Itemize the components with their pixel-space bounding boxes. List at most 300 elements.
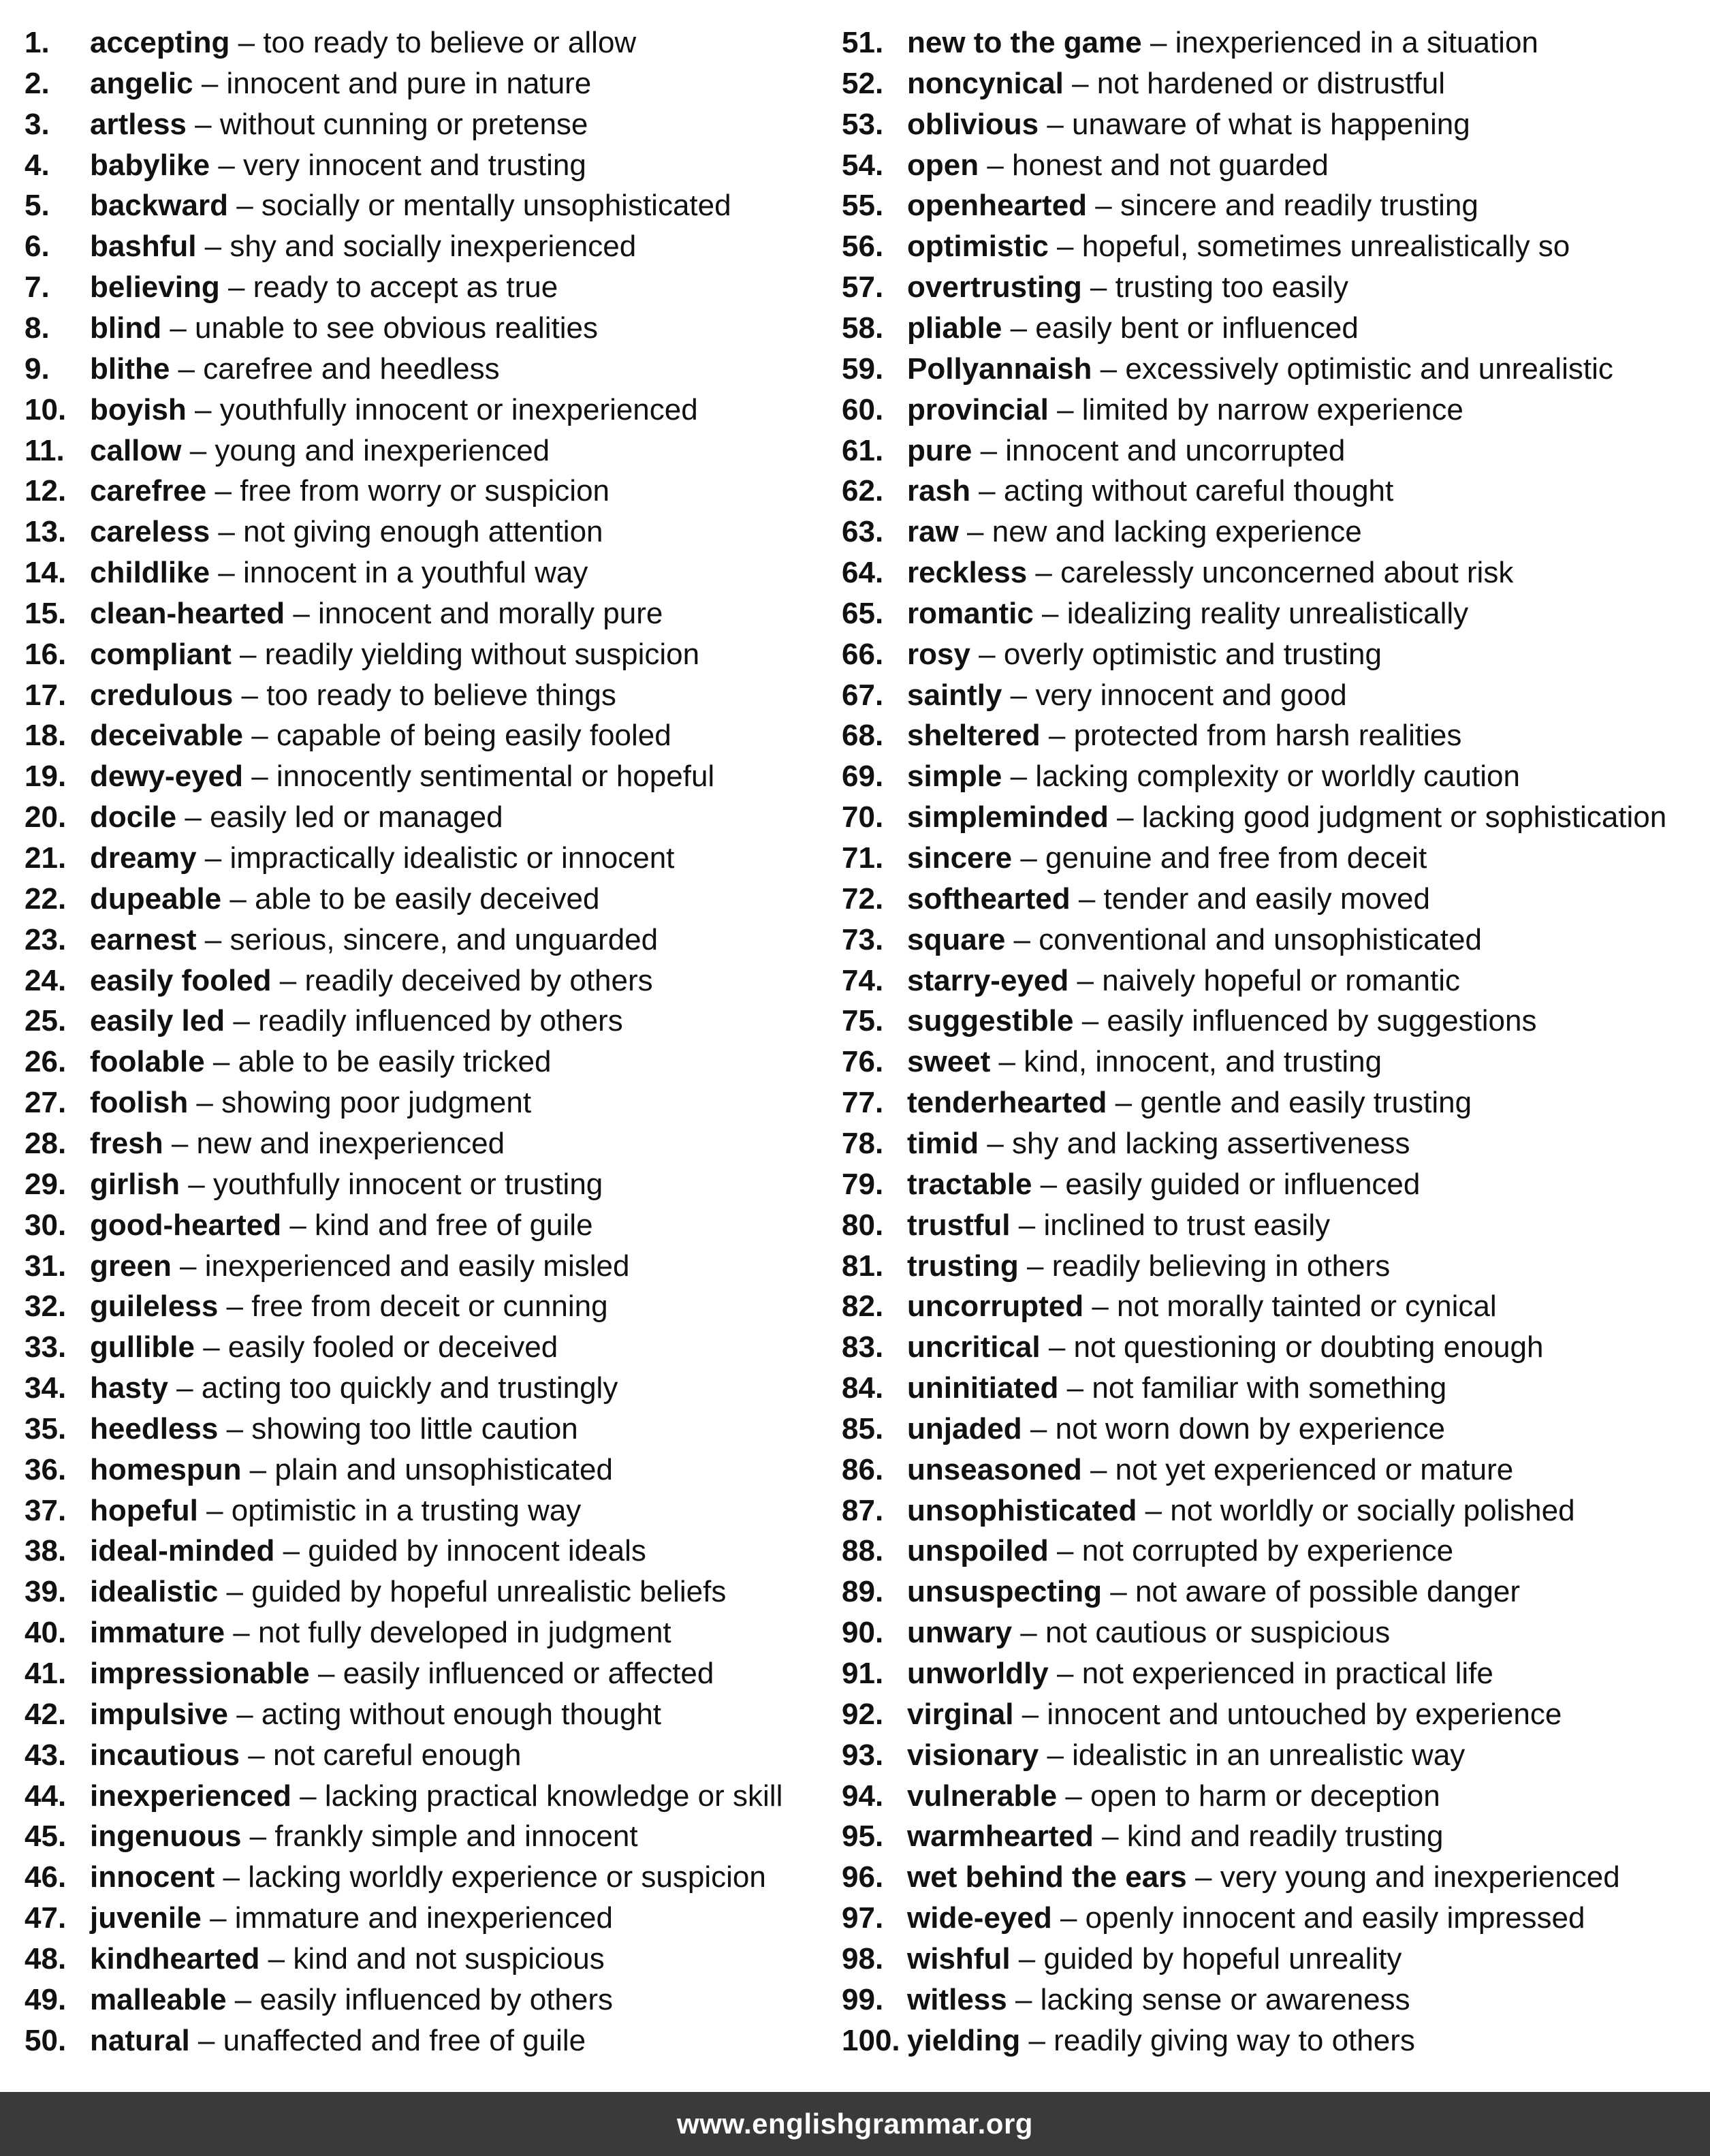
item-term: unjaded bbox=[907, 1412, 1022, 1446]
item-definition: innocent and untouched by experience bbox=[1047, 1698, 1562, 1731]
item-text: good-hearted – kind and free of guile bbox=[90, 1208, 593, 1242]
item-text: pliable – easily bent or influenced bbox=[907, 311, 1359, 345]
item-term: uncritical bbox=[907, 1330, 1041, 1364]
item-number: 77. bbox=[842, 1086, 884, 1119]
item-text: sincere – genuine and free from deceit bbox=[907, 841, 1427, 875]
item-definition: very innocent and trusting bbox=[243, 149, 586, 182]
item-term: timid bbox=[907, 1127, 979, 1160]
item-text: unjaded – not worn down by experience bbox=[907, 1412, 1445, 1446]
item-number: 19. bbox=[25, 760, 67, 793]
item-text: blind – unable to see obvious realities bbox=[90, 311, 598, 345]
item-number: 65. bbox=[842, 597, 884, 630]
item-definition: not morally tainted or cynical bbox=[1117, 1290, 1497, 1323]
item-definition: guided by hopeful unrealistic beliefs bbox=[251, 1575, 727, 1608]
item-term: vulnerable bbox=[907, 1779, 1058, 1813]
item-definition: kind, innocent, and trusting bbox=[1024, 1045, 1382, 1078]
item-number: 42. bbox=[25, 1698, 67, 1731]
item-definition: easily guided or influenced bbox=[1065, 1168, 1421, 1201]
item-definition: without cunning or pretense bbox=[219, 108, 588, 141]
item-definition: not worldly or socially polished bbox=[1170, 1494, 1575, 1527]
item-text: virginal – innocent and untouched by experience bbox=[907, 1698, 1562, 1731]
item-term: docile bbox=[90, 800, 177, 834]
item-text: trustful – inclined to trust easily bbox=[907, 1208, 1331, 1242]
item-text: noncynical – not hardened or distrustful bbox=[907, 67, 1445, 100]
item-term: oblivious bbox=[907, 108, 1039, 141]
item-text: rash – acting without careful thought bbox=[907, 474, 1394, 507]
item-text: innocent – lacking worldly experience or suspicion bbox=[90, 1860, 766, 1894]
item-term: unsophisticated bbox=[907, 1494, 1137, 1527]
item-term: unwary bbox=[907, 1616, 1013, 1649]
item-definition: very innocent and good bbox=[1035, 678, 1347, 712]
item-number: 73. bbox=[842, 923, 884, 956]
item-number: 24. bbox=[25, 964, 67, 997]
item-term: good-hearted bbox=[90, 1208, 282, 1242]
item-text: inexperienced – lacking practical knowledge or skill bbox=[90, 1779, 783, 1813]
item-text: natural – unaffected and free of guile bbox=[90, 2024, 586, 2057]
item-definition: easily influenced or affected bbox=[343, 1657, 714, 1690]
item-text: fresh – new and inexperienced bbox=[90, 1127, 505, 1160]
item-number: 96. bbox=[842, 1860, 884, 1894]
item-text: deceivable – capable of being easily fooled bbox=[90, 719, 671, 752]
item-term: wide-eyed bbox=[907, 1901, 1052, 1935]
item-text: dupeable – able to be easily deceived bbox=[90, 882, 600, 916]
item-number: 72. bbox=[842, 882, 884, 916]
item-definition: kind and free of guile bbox=[315, 1208, 593, 1242]
item-definition: acting without careful thought bbox=[1003, 474, 1394, 507]
item-term: trusting bbox=[907, 1249, 1019, 1283]
item-term: dupeable bbox=[90, 882, 222, 916]
item-text: rosy – overly optimistic and trusting bbox=[907, 638, 1382, 671]
item-term: uncorrupted bbox=[907, 1290, 1084, 1323]
item-number: 39. bbox=[25, 1575, 67, 1608]
item-term: visionary bbox=[907, 1738, 1039, 1772]
item-text: foolish – showing poor judgment bbox=[90, 1086, 532, 1119]
item-term: green bbox=[90, 1249, 172, 1283]
item-definition: not aware of possible danger bbox=[1135, 1575, 1520, 1608]
item-text: carefree – free from worry or suspicion bbox=[90, 474, 610, 507]
item-definition: idealizing reality unrealistically bbox=[1066, 597, 1469, 630]
item-definition: hopeful, sometimes unrealistically so bbox=[1081, 230, 1570, 263]
item-definition: carefree and heedless bbox=[203, 352, 500, 386]
item-number: 28. bbox=[25, 1127, 67, 1160]
item-definition: showing poor judgment bbox=[221, 1086, 532, 1119]
item-text: timid – shy and lacking assertiveness bbox=[907, 1127, 1410, 1160]
item-term: angelic bbox=[90, 67, 193, 100]
item-text: provincial – limited by narrow experience bbox=[907, 393, 1463, 426]
item-number: 63. bbox=[842, 515, 884, 548]
item-text: tractable – easily guided or influenced bbox=[907, 1168, 1421, 1201]
item-definition: not hardened or distrustful bbox=[1096, 67, 1445, 100]
item-definition: inexperienced and easily misled bbox=[204, 1249, 630, 1283]
item-definition: socially or mentally unsophisticated bbox=[261, 189, 731, 222]
item-term: optimistic bbox=[907, 230, 1049, 263]
item-number: 95. bbox=[842, 1819, 884, 1853]
item-definition: very young and inexperienced bbox=[1220, 1860, 1620, 1894]
item-number: 18. bbox=[25, 719, 67, 752]
item-text: sweet – kind, innocent, and trusting bbox=[907, 1045, 1382, 1078]
item-term: careless bbox=[90, 515, 210, 548]
item-term: tenderhearted bbox=[907, 1086, 1107, 1119]
item-term: foolable bbox=[90, 1045, 205, 1078]
item-text: babylike – very innocent and trusting bbox=[90, 149, 586, 182]
item-text: wet behind the ears – very young and inexperienced bbox=[907, 1860, 1620, 1894]
item-number: 11. bbox=[25, 434, 65, 467]
item-number: 62. bbox=[842, 474, 884, 507]
item-term: dreamy bbox=[90, 841, 197, 875]
item-text: dewy-eyed – innocently sentimental or hopeful bbox=[90, 760, 715, 793]
item-term: foolish bbox=[90, 1086, 189, 1119]
item-number: 5. bbox=[25, 189, 50, 222]
item-number: 27. bbox=[25, 1086, 67, 1119]
item-definition: not giving enough attention bbox=[243, 515, 603, 548]
item-text: optimistic – hopeful, sometimes unrealistically so bbox=[907, 230, 1570, 263]
item-definition: lacking good judgment or sophistication bbox=[1141, 800, 1667, 834]
item-number: 83. bbox=[842, 1330, 884, 1364]
item-term: gullible bbox=[90, 1330, 195, 1364]
item-definition: lacking sense or awareness bbox=[1040, 1983, 1410, 2016]
item-term: dewy-eyed bbox=[90, 760, 243, 793]
item-text: ingenuous – frankly simple and innocent bbox=[90, 1819, 638, 1853]
item-text: childlike – innocent in a youthful way bbox=[90, 556, 588, 589]
item-term: uninitiated bbox=[907, 1371, 1059, 1405]
item-number: 10. bbox=[25, 393, 67, 426]
item-text: immature – not fully developed in judgment bbox=[90, 1616, 671, 1649]
item-definition: youthfully innocent or inexperienced bbox=[219, 393, 698, 426]
item-text: warmhearted – kind and readily trusting bbox=[907, 1819, 1444, 1853]
item-definition: innocent and uncorrupted bbox=[1005, 434, 1346, 467]
item-text: simpleminded – lacking good judgment or sophistication bbox=[907, 800, 1667, 834]
item-definition: ready to accept as true bbox=[253, 270, 558, 304]
item-number: 86. bbox=[842, 1453, 884, 1486]
item-definition: not careful enough bbox=[272, 1738, 522, 1772]
item-number: 1. bbox=[25, 26, 50, 59]
footer-bar bbox=[0, 2092, 1710, 2156]
item-number: 30. bbox=[25, 1208, 67, 1242]
item-term: inexperienced bbox=[90, 1779, 291, 1813]
item-number: 75. bbox=[842, 1004, 884, 1037]
item-term: hopeful bbox=[90, 1494, 198, 1527]
item-text: hopeful – optimistic in a trusting way bbox=[90, 1494, 582, 1527]
item-number: 4. bbox=[25, 149, 50, 182]
item-text: suggestible – easily influenced by suggestions bbox=[907, 1004, 1537, 1037]
item-number: 76. bbox=[842, 1045, 884, 1078]
item-term: easily led bbox=[90, 1004, 225, 1037]
item-number: 93. bbox=[842, 1738, 884, 1772]
item-number: 55. bbox=[842, 189, 884, 222]
item-definition: openly innocent and easily impressed bbox=[1085, 1901, 1585, 1935]
item-text: uninitiated – not familiar with something bbox=[907, 1371, 1447, 1405]
item-text: clean-hearted – innocent and morally pure bbox=[90, 597, 663, 630]
item-number: 13. bbox=[25, 515, 67, 548]
item-term: kindhearted bbox=[90, 1942, 260, 1975]
item-term: square bbox=[907, 923, 1006, 956]
item-text: unworldly – not experienced in practical life bbox=[907, 1657, 1493, 1690]
item-text: credulous – too ready to believe things bbox=[90, 678, 616, 712]
item-definition: plain and unsophisticated bbox=[274, 1453, 613, 1486]
item-term: unworldly bbox=[907, 1657, 1049, 1690]
item-number: 64. bbox=[842, 556, 884, 589]
item-number: 67. bbox=[842, 678, 884, 712]
item-number: 79. bbox=[842, 1168, 884, 1201]
item-term: rash bbox=[907, 474, 970, 507]
item-number: 36. bbox=[25, 1453, 67, 1486]
item-number: 17. bbox=[25, 678, 67, 712]
item-number: 74. bbox=[842, 964, 884, 997]
item-definition: showing too little caution bbox=[251, 1412, 578, 1446]
item-term: blithe bbox=[90, 352, 170, 386]
item-text: unsophisticated – not worldly or socially polished bbox=[907, 1494, 1575, 1527]
item-term: carefree bbox=[90, 474, 207, 507]
item-term: natural bbox=[90, 2024, 190, 2057]
item-definition: inclined to trust easily bbox=[1043, 1208, 1331, 1242]
item-text: yielding – readily giving way to others bbox=[907, 2024, 1415, 2057]
item-definition: idealistic in an unrealistic way bbox=[1072, 1738, 1466, 1772]
item-text: open – honest and not guarded bbox=[907, 149, 1329, 182]
item-text: visionary – idealistic in an unrealistic way bbox=[907, 1738, 1466, 1772]
item-number: 100. bbox=[842, 2024, 900, 2057]
item-term: ingenuous bbox=[90, 1819, 242, 1853]
item-number: 38. bbox=[25, 1534, 67, 1567]
item-term: earnest bbox=[90, 923, 197, 956]
item-text: backward – socially or mentally unsophisticated bbox=[90, 189, 731, 222]
item-number: 32. bbox=[25, 1290, 67, 1323]
item-term: simpleminded bbox=[907, 800, 1109, 834]
item-text: malleable – easily influenced by others bbox=[90, 1983, 614, 2016]
item-definition: able to be easily deceived bbox=[255, 882, 600, 916]
item-text: unwary – not cautious or suspicious bbox=[907, 1616, 1391, 1649]
item-term: suggestible bbox=[907, 1004, 1074, 1037]
item-text: pure – innocent and uncorrupted bbox=[907, 434, 1346, 467]
item-text: uncorrupted – not morally tainted or cynical bbox=[907, 1290, 1497, 1323]
item-definition: honest and not guarded bbox=[1012, 149, 1329, 182]
item-number: 69. bbox=[842, 760, 884, 793]
item-text: ideal-minded – guided by innocent ideals bbox=[90, 1534, 646, 1567]
item-term: unseasoned bbox=[907, 1453, 1082, 1486]
item-number: 80. bbox=[842, 1208, 884, 1242]
item-number: 82. bbox=[842, 1290, 884, 1323]
item-definition: lacking worldly experience or suspicion bbox=[248, 1860, 766, 1894]
item-definition: kind and readily trusting bbox=[1126, 1819, 1444, 1853]
item-definition: easily fooled or deceived bbox=[227, 1330, 558, 1364]
item-definition: unaffected and free of guile bbox=[223, 2024, 586, 2057]
item-text: romantic – idealizing reality unrealistically bbox=[907, 597, 1469, 630]
item-text: overtrusting – trusting too easily bbox=[907, 270, 1349, 304]
item-definition: open to harm or deception bbox=[1090, 1779, 1440, 1813]
item-definition: protected from harsh realities bbox=[1073, 719, 1462, 752]
item-term: idealistic bbox=[90, 1575, 219, 1608]
item-number: 45. bbox=[25, 1819, 67, 1853]
item-term: easily fooled bbox=[90, 964, 272, 997]
item-term: innocent bbox=[90, 1860, 215, 1894]
item-number: 53. bbox=[842, 108, 884, 141]
item-number: 7. bbox=[25, 270, 50, 304]
item-term: romantic bbox=[907, 597, 1034, 630]
item-text: accepting – too ready to believe or allow bbox=[90, 26, 637, 59]
item-term: homespun bbox=[90, 1453, 242, 1486]
item-definition: acting without enough thought bbox=[261, 1698, 662, 1731]
item-definition: sincere and readily trusting bbox=[1120, 189, 1478, 222]
item-term: saintly bbox=[907, 678, 1002, 712]
item-number: 6. bbox=[25, 230, 50, 263]
item-number: 78. bbox=[842, 1127, 884, 1160]
item-text: simple – lacking complexity or worldly caution bbox=[907, 760, 1520, 793]
item-text: angelic – innocent and pure in nature bbox=[90, 67, 592, 100]
item-definition: innocent and pure in nature bbox=[226, 67, 592, 100]
item-text: witless – lacking sense or awareness bbox=[907, 1983, 1410, 2016]
item-definition: not familiar with something bbox=[1092, 1371, 1447, 1405]
item-text: artless – without cunning or pretense bbox=[90, 108, 588, 141]
item-definition: excessively optimistic and unrealistic bbox=[1125, 352, 1613, 386]
item-text: tenderhearted – gentle and easily trusting bbox=[907, 1086, 1472, 1119]
item-number: 33. bbox=[25, 1330, 67, 1364]
item-number: 97. bbox=[842, 1901, 884, 1935]
item-term: heedless bbox=[90, 1412, 219, 1446]
item-definition: kind and not suspicious bbox=[293, 1942, 605, 1975]
item-definition: innocently sentimental or hopeful bbox=[276, 760, 715, 793]
item-definition: easily bent or influenced bbox=[1035, 311, 1359, 345]
item-term: softhearted bbox=[907, 882, 1071, 916]
item-text: oblivious – unaware of what is happening bbox=[907, 108, 1470, 141]
item-definition: frankly simple and innocent bbox=[274, 1819, 638, 1853]
item-text: docile – easily led or managed bbox=[90, 800, 503, 834]
item-text: incautious – not careful enough bbox=[90, 1738, 522, 1772]
item-number: 41. bbox=[25, 1657, 67, 1690]
item-text: careless – not giving enough attention bbox=[90, 515, 603, 548]
item-definition: tender and easily moved bbox=[1103, 882, 1430, 916]
item-definition: immature and inexperienced bbox=[234, 1901, 613, 1935]
item-text: homespun – plain and unsophisticated bbox=[90, 1453, 613, 1486]
item-definition: innocent and morally pure bbox=[318, 597, 663, 630]
item-definition: readily influenced by others bbox=[258, 1004, 623, 1037]
item-term: wet behind the ears bbox=[907, 1860, 1187, 1894]
item-text: square – conventional and unsophisticated bbox=[907, 923, 1482, 956]
item-term: blind bbox=[90, 311, 162, 345]
item-term: witless bbox=[907, 1983, 1007, 2016]
item-term: raw bbox=[907, 515, 959, 548]
item-definition: able to be easily tricked bbox=[238, 1045, 552, 1078]
item-number: 81. bbox=[842, 1249, 884, 1283]
item-term: pliable bbox=[907, 311, 1002, 345]
footer-url: www.englishgrammar.org bbox=[677, 2108, 1033, 2140]
item-number: 3. bbox=[25, 108, 50, 141]
item-text: blithe – carefree and heedless bbox=[90, 352, 500, 386]
item-text: unspoiled – not corrupted by experience bbox=[907, 1534, 1454, 1567]
item-number: 44. bbox=[25, 1779, 67, 1813]
item-text: easily fooled – readily deceived by others bbox=[90, 964, 653, 997]
item-term: babylike bbox=[90, 149, 210, 182]
item-number: 47. bbox=[25, 1901, 67, 1935]
item-text: trusting – readily believing in others bbox=[907, 1249, 1391, 1283]
item-number: 43. bbox=[25, 1738, 67, 1772]
item-number: 34. bbox=[25, 1371, 67, 1405]
item-term: unsuspecting bbox=[907, 1575, 1103, 1608]
item-number: 71. bbox=[842, 841, 884, 875]
item-term: hasty bbox=[90, 1371, 168, 1405]
item-term: sweet bbox=[907, 1045, 991, 1078]
item-term: callow bbox=[90, 434, 182, 467]
item-text: new to the game – inexperienced in a situation bbox=[907, 26, 1538, 59]
item-definition: young and inexperienced bbox=[215, 434, 550, 467]
item-definition: shy and socially inexperienced bbox=[229, 230, 637, 263]
item-term: rosy bbox=[907, 638, 970, 671]
item-text: juvenile – immature and inexperienced bbox=[90, 1901, 613, 1935]
item-definition: genuine and free from deceit bbox=[1045, 841, 1427, 875]
item-number: 61. bbox=[842, 434, 884, 467]
item-text: heedless – showing too little caution bbox=[90, 1412, 578, 1446]
item-number: 23. bbox=[25, 923, 67, 956]
item-term: overtrusting bbox=[907, 270, 1082, 304]
item-definition: too ready to believe things bbox=[266, 678, 616, 712]
item-definition: new and inexperienced bbox=[196, 1127, 505, 1160]
item-definition: innocent in a youthful way bbox=[243, 556, 588, 589]
item-definition: not questioning or doubting enough bbox=[1073, 1330, 1544, 1364]
item-text: foolable – able to be easily tricked bbox=[90, 1045, 552, 1078]
item-text: openhearted – sincere and readily trusting bbox=[907, 189, 1478, 222]
item-number: 29. bbox=[25, 1168, 67, 1201]
item-number: 52. bbox=[842, 67, 884, 100]
item-term: starry-eyed bbox=[907, 964, 1069, 997]
item-definition: capable of being easily fooled bbox=[276, 719, 671, 752]
item-term: openhearted bbox=[907, 189, 1088, 222]
item-number: 51. bbox=[842, 26, 884, 59]
item-text: uncritical – not questioning or doubting enough bbox=[907, 1330, 1544, 1364]
item-text: guileless – free from deceit or cunning bbox=[90, 1290, 608, 1323]
item-definition: conventional and unsophisticated bbox=[1039, 923, 1482, 956]
item-number: 59. bbox=[842, 352, 884, 386]
item-definition: carelessly unconcerned about risk bbox=[1060, 556, 1514, 589]
item-text: wide-eyed – openly innocent and easily impressed bbox=[907, 1901, 1585, 1935]
item-number: 48. bbox=[25, 1942, 67, 1975]
item-text: gullible – easily fooled or deceived bbox=[90, 1330, 558, 1364]
item-definition: youthfully innocent or trusting bbox=[212, 1168, 603, 1201]
item-number: 8. bbox=[25, 311, 50, 345]
item-definition: new and lacking experience bbox=[992, 515, 1362, 548]
item-definition: guided by innocent ideals bbox=[308, 1534, 646, 1567]
item-definition: free from deceit or cunning bbox=[251, 1290, 608, 1323]
item-text: kindhearted – kind and not suspicious bbox=[90, 1942, 605, 1975]
item-number: 14. bbox=[25, 556, 67, 589]
item-number: 31. bbox=[25, 1249, 67, 1283]
item-definition: free from worry or suspicion bbox=[240, 474, 610, 507]
item-number: 21. bbox=[25, 841, 67, 875]
item-text: impressionable – easily influenced or affected bbox=[90, 1657, 714, 1690]
item-number: 99. bbox=[842, 1983, 884, 2016]
item-number: 66. bbox=[842, 638, 884, 671]
item-definition: guided by hopeful unreality bbox=[1043, 1942, 1402, 1975]
item-number: 15. bbox=[25, 597, 67, 630]
item-text: raw – new and lacking experience bbox=[907, 515, 1362, 548]
item-number: 50. bbox=[25, 2024, 67, 2057]
item-number: 37. bbox=[25, 1494, 67, 1527]
item-number: 90. bbox=[842, 1616, 884, 1649]
item-term: simple bbox=[907, 760, 1002, 793]
item-term: juvenile bbox=[90, 1901, 202, 1935]
item-number: 70. bbox=[842, 800, 884, 834]
item-term: reckless bbox=[907, 556, 1028, 589]
item-term: pure bbox=[907, 434, 972, 467]
item-definition: optimistic in a trusting way bbox=[231, 1494, 582, 1527]
item-definition: readily believing in others bbox=[1051, 1249, 1391, 1283]
item-definition: not experienced in practical life bbox=[1081, 1657, 1493, 1690]
item-term: open bbox=[907, 149, 979, 182]
item-text: unsuspecting – not aware of possible danger bbox=[907, 1575, 1520, 1608]
item-definition: not cautious or suspicious bbox=[1045, 1616, 1391, 1649]
item-definition: readily yielding without suspicion bbox=[264, 638, 700, 671]
item-number: 35. bbox=[25, 1412, 67, 1446]
item-text: Pollyannaish – excessively optimistic and unrealistic bbox=[907, 352, 1613, 386]
item-text: bashful – shy and socially inexperienced bbox=[90, 230, 637, 263]
item-term: virginal bbox=[907, 1698, 1014, 1731]
